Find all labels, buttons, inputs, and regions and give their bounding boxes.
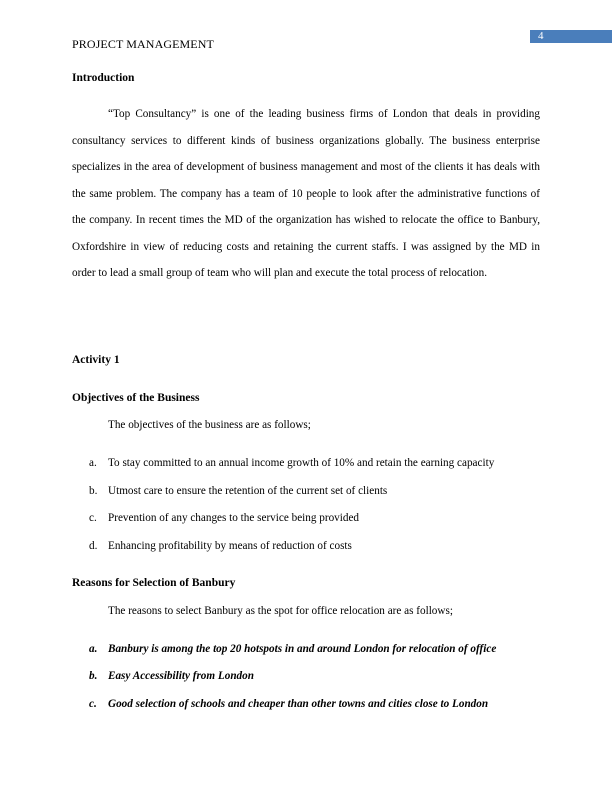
reason-item-a <box>89 643 496 655</box>
activity-heading: Activity 1 <box>72 354 120 366</box>
list-marker: c. <box>89 698 97 710</box>
objective-text: Utmost care to ensure the retention of the current set of clients <box>108 485 388 497</box>
list-marker: a. <box>89 457 97 469</box>
list-marker: d. <box>89 540 98 552</box>
introduction-heading: Introduction <box>72 72 135 84</box>
reason-text: Banbury is among the top 20 hotspots in and around London for relocation of office <box>108 643 497 655</box>
objective-item-a <box>89 457 494 469</box>
reasons-intro: The reasons to select Banbury as the spot for office relocation are as follows; <box>108 605 453 617</box>
reason-text: Good selection of schools and cheaper than other towns and cities close to London <box>108 698 489 710</box>
objective-item-d <box>89 540 352 552</box>
objective-text: Prevention of any changes to the service being provided <box>108 512 360 524</box>
list-marker: b. <box>89 670 98 682</box>
objectives-heading: Objectives of the Business <box>72 392 200 404</box>
reason-item-b <box>89 670 254 682</box>
objective-item-c <box>89 512 359 524</box>
reason-item-c <box>89 698 488 710</box>
objectives-intro: The objectives of the business are as follows; <box>108 419 311 431</box>
introduction-paragraph: “Top Consultancy” is one of the leading business firms of London that deals in providing consultancy services to different kinds of business organizations globally. The business enterprise specializes in the area of development of business management and most of the clients it has deals with the same problem. The company has a team of 10 people to look after the administrative functions of the company. In recent times the MD of the organization has wished to relocate the office to Banbury, Oxfordshire in view of reducing costs and retaining the current staffs. I was assigned by the MD in order to lead a small group of team who will plan and execute the total process of relocation. <box>72 108 540 279</box>
list-marker: a. <box>89 643 98 655</box>
objective-text: To stay committed to an annual income growth of 10% and retain the earning capacity <box>108 457 495 469</box>
page-number: 4 <box>530 30 612 43</box>
list-marker: c. <box>89 512 97 524</box>
running-head: PROJECT MANAGEMENT <box>72 37 214 51</box>
list-marker: b. <box>89 485 98 497</box>
objective-item-b <box>89 485 387 497</box>
objective-text: Enhancing profitability by means of reduction of costs <box>108 540 352 552</box>
reasons-heading: Reasons for Selection of Banbury <box>72 577 236 589</box>
reason-text: Easy Accessibility from London <box>108 670 254 682</box>
